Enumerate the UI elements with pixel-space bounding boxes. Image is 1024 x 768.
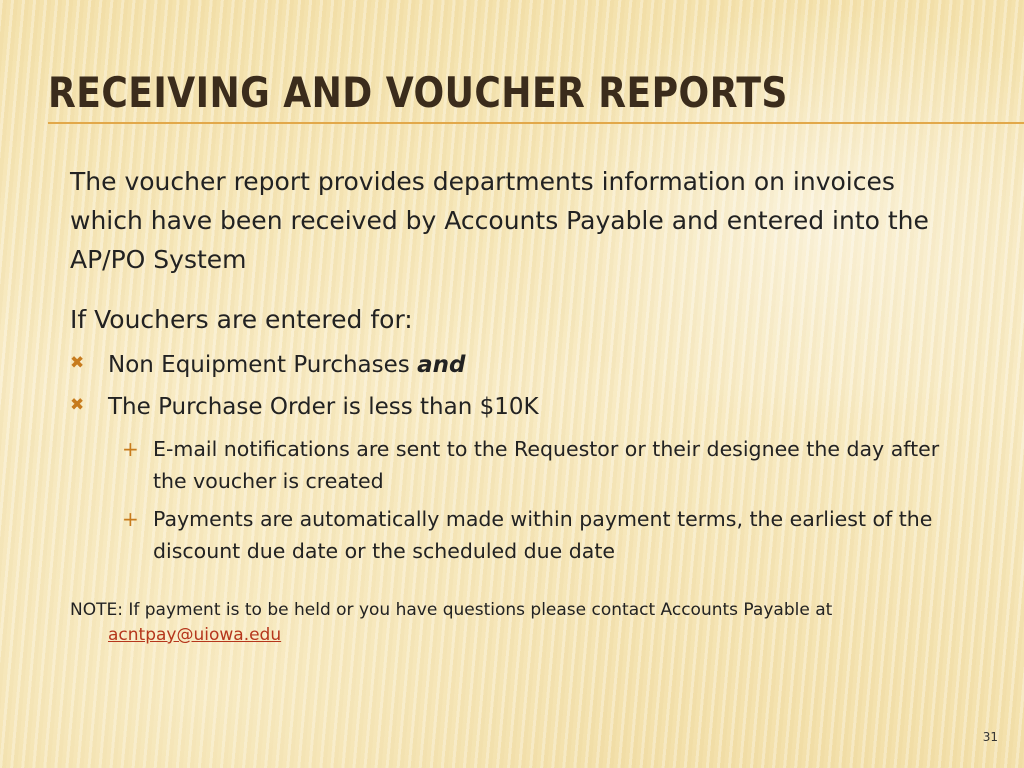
page-number: 31 (982, 730, 998, 744)
bullet-text: Non Equipment Purchases (108, 352, 418, 378)
bullet-text: The Purchase Order is less than $10K (108, 394, 539, 420)
sub-bullet-text: E-mail notifications are sent to the Requestor or their designee the day after the voucher is created (153, 437, 940, 493)
note-text: NOTE: If payment is to be held or you have questions please contact Accounts Payable at (70, 600, 833, 620)
plus-icon: + (122, 437, 139, 461)
bullet-emphasis: and (417, 352, 466, 378)
bullet-item-non-equipment (70, 352, 465, 378)
sub-bullet-payments (122, 503, 972, 567)
slide-title: RECEIVING AND VOUCHER REPORTS (48, 68, 788, 117)
x-mark-icon: ✖ (70, 395, 85, 415)
plus-icon: + (122, 507, 139, 531)
condition-heading: If Vouchers are entered for: (70, 305, 413, 334)
x-mark-icon: ✖ (70, 353, 85, 373)
intro-paragraph: The voucher report provides departments information on invoices which have been received by Accounts Payable and entered into the AP/PO System (70, 167, 929, 274)
sub-bullet-text: Payments are automatically made within payment terms, the earliest of the discount due date or the scheduled due date (153, 507, 933, 563)
sub-bullet-email-notifications (122, 433, 972, 497)
email-link[interactable]: acntpay@uiowa.edu (108, 625, 282, 645)
title-underline (48, 122, 1024, 124)
note-block (70, 598, 950, 648)
bullet-item-purchase-order (70, 394, 539, 420)
